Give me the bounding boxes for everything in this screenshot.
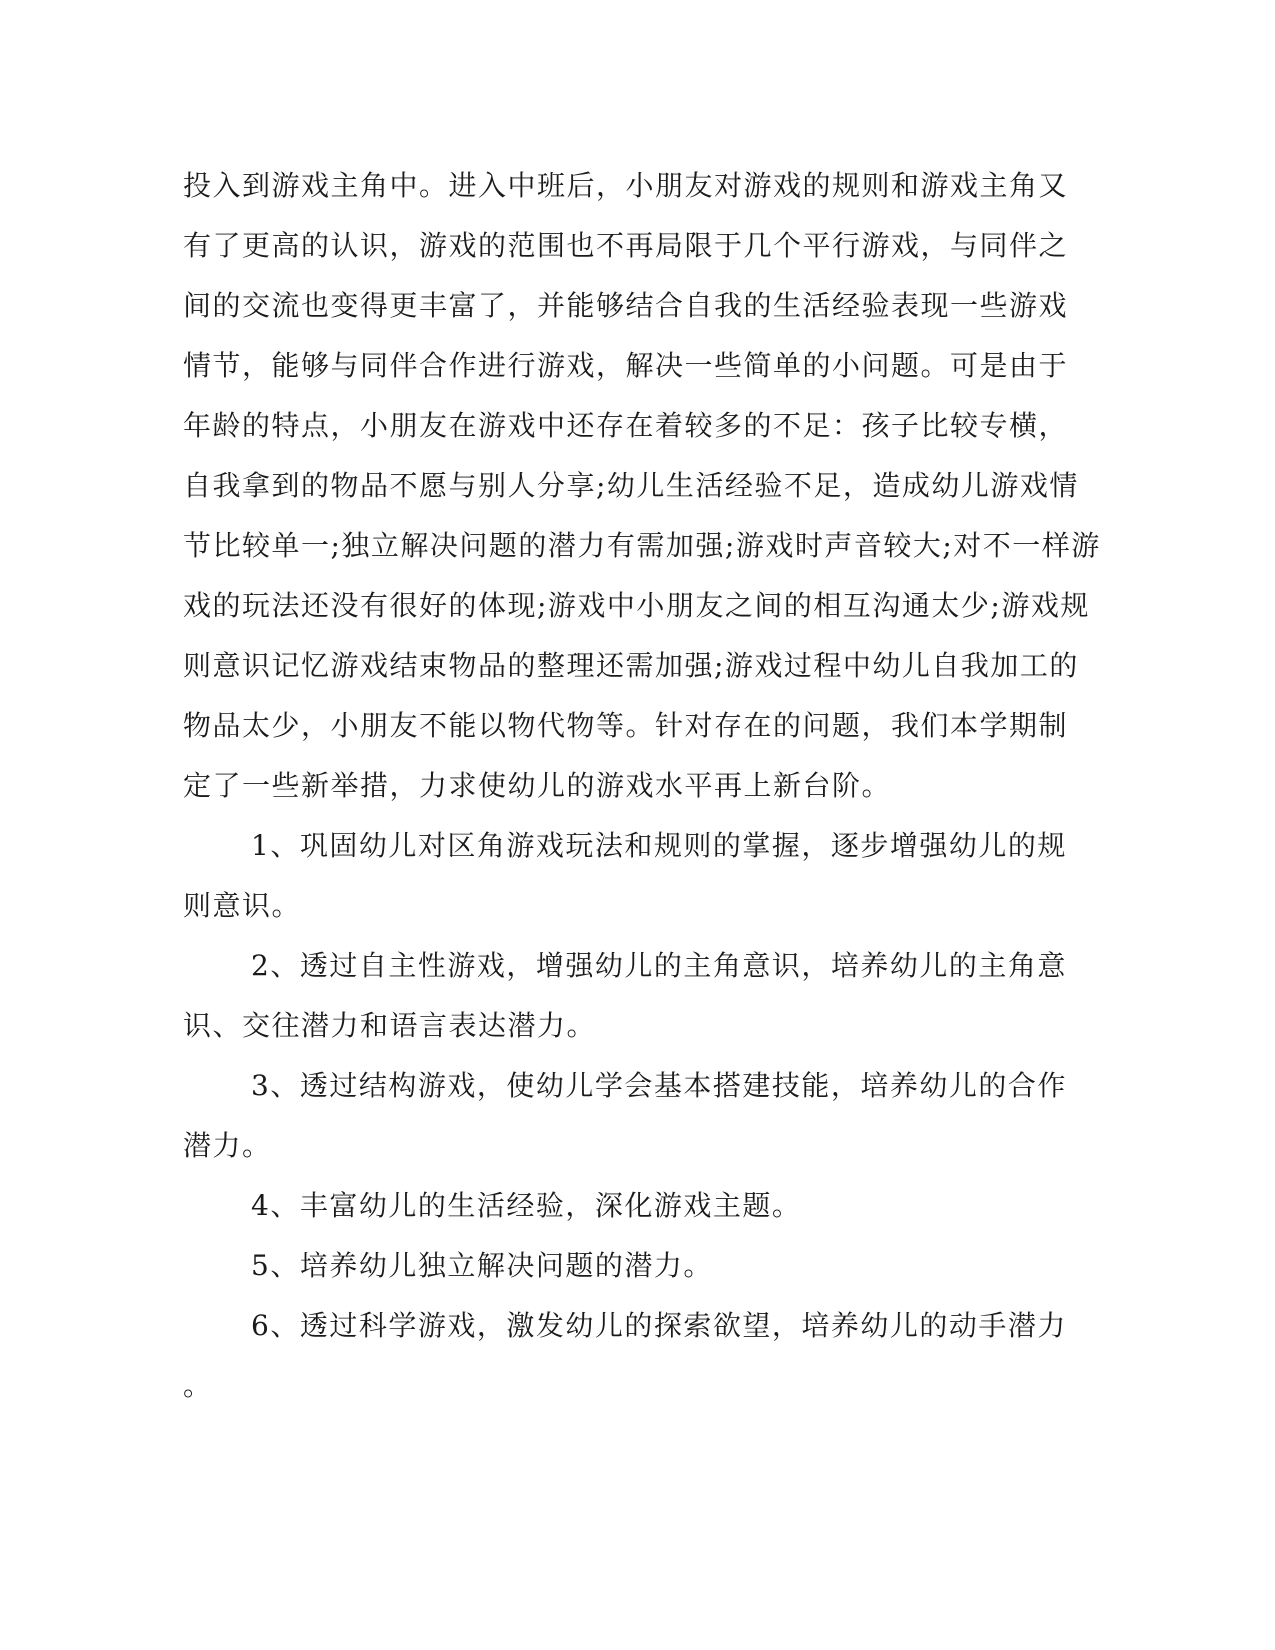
- text-line: 间的交流也变得更丰富了，并能够结合自我的生活经验表现一些游戏: [183, 289, 1069, 322]
- text-line: 自我拿到的物品不愿与别人分享;幼儿生活经验不足，造成幼儿游戏情: [183, 469, 1079, 502]
- text-line: 则意识记忆游戏结束物品的整理还需加强;游戏过程中幼儿自我加工的: [183, 649, 1079, 682]
- text-line: 有了更高的认识，游戏的范围也不再局限于几个平行游戏，与同伴之: [183, 229, 1069, 262]
- list-item-6-continuation: 。: [183, 1369, 213, 1402]
- text-line: 戏的玩法还没有很好的体现;游戏中小朋友之间的相互沟通太少;游戏规: [183, 589, 1090, 622]
- list-item-3-continuation: 潜力。: [183, 1129, 272, 1162]
- text-line: 物品太少，小朋友不能以物代物等。针对存在的问题，我们本学期制: [183, 709, 1069, 742]
- list-item-3-line: 3、透过结构游戏，使幼儿学会基本搭建技能，培养幼儿的合作: [251, 1069, 1067, 1102]
- list-item-4-line: 4、丰富幼儿的生活经验，深化游戏主题。: [251, 1189, 802, 1222]
- text-line: 投入到游戏主角中。进入中班后，小朋友对游戏的规则和游戏主角又: [183, 169, 1069, 202]
- list-item-6-line: 6、透过科学游戏，激发幼儿的探索欲望，培养幼儿的动手潜力: [251, 1309, 1067, 1342]
- list-item-2-line: 2、透过自主性游戏，增强幼儿的主角意识，培养幼儿的主角意: [251, 949, 1067, 982]
- text-line: 节比较单一;独立解决问题的潜力有需加强;游戏时声音较大;对不一样游: [183, 529, 1101, 562]
- list-item-1-line: 1、巩固幼儿对区角游戏玩法和规则的掌握，逐步增强幼儿的规: [251, 829, 1067, 862]
- text-line: 情节，能够与同伴合作进行游戏，解决一些简单的小问题。可是由于: [183, 349, 1069, 382]
- document-body: [183, 156, 1101, 1416]
- list-item-1-continuation: 则意识。: [183, 889, 302, 922]
- text-line: 年龄的特点，小朋友在游戏中还存在着较多的不足：孩子比较专横，: [183, 409, 1069, 442]
- text-line: 定了一些新举措，力求使幼儿的游戏水平再上新台阶。: [183, 769, 892, 802]
- list-item-5-line: 5、培养幼儿独立解决问题的潜力。: [251, 1249, 713, 1282]
- list-item-2-continuation: 识、交往潜力和语言表达潜力。: [183, 1009, 597, 1042]
